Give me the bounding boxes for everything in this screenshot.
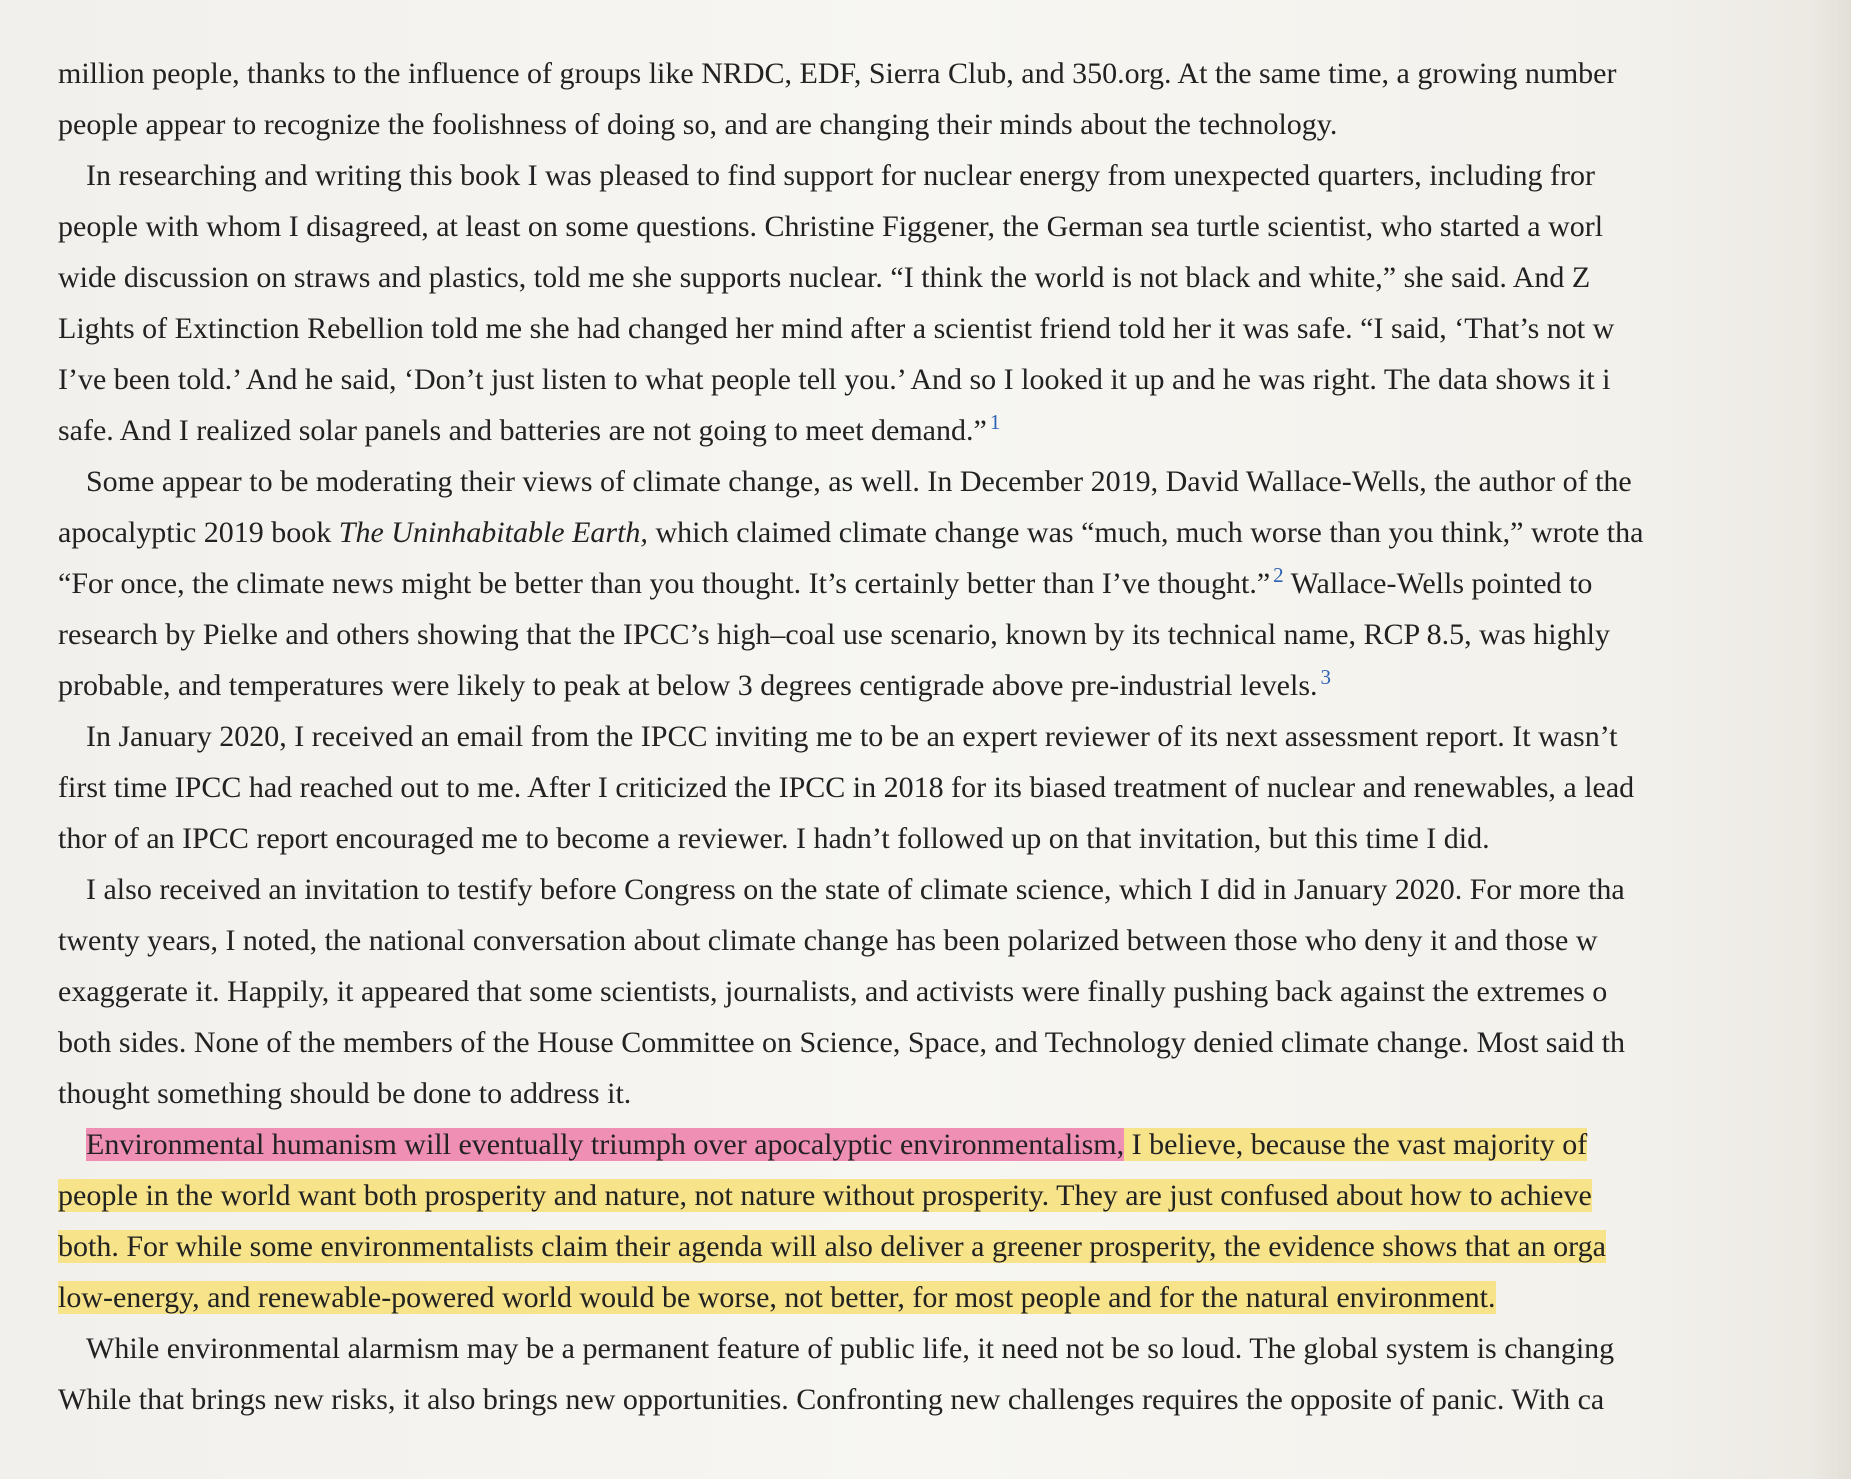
text-line	[58, 915, 1851, 966]
endnote-link[interactable]: 3	[1320, 665, 1331, 689]
yellow-highlight[interactable]: low-energy, and renewable-powered world would be worse, not better, for most people and for the natural environment.	[58, 1281, 1496, 1314]
line-text: safe. And I realized solar panels and batteries are not going to meet demand.”	[58, 414, 987, 447]
book-title: The Uninhabitable Earth,	[338, 516, 648, 549]
line-text: Some appear to be moderating their views of climate change, as well. In December 2019, David Wallace-Wells, the author of the	[86, 465, 1632, 498]
line-text: In researching and writing this book I was pleased to find support for nuclear energy from unexpected quarters, including fror	[86, 159, 1595, 192]
text-line	[58, 201, 1851, 252]
endnote-link[interactable]: 2	[1273, 563, 1284, 587]
text-line	[58, 252, 1851, 303]
pink-highlight[interactable]: Environmental humanism will eventually triumph over apocalyptic environmentalism,	[86, 1128, 1125, 1161]
line-text: Lights of Extinction Rebellion told me she had changed her mind after a scientist friend told her it was safe. “I said, ‘That’s not w	[58, 312, 1615, 345]
paragraph-start	[58, 864, 1851, 915]
line-text: research by Pielke and others showing that the IPCC’s high–coal use scenario, known by its technical name, RCP 8.5, was highly	[58, 618, 1610, 651]
line-text: both sides. None of the members of the House Committee on Science, Space, and Technology denied climate change. Most said th	[58, 1026, 1625, 1059]
line-text: While environmental alarmism may be a permanent feature of public life, it need not be so loud. The global system is changing	[86, 1332, 1615, 1365]
text-line	[58, 660, 1851, 711]
text-line	[58, 48, 1851, 99]
page-text	[58, 48, 1851, 1425]
line-text: twenty years, I noted, the national conversation about climate change has been polarized between those who deny it and those w	[58, 924, 1598, 957]
paragraph-start	[58, 1323, 1851, 1374]
text-line	[58, 813, 1851, 864]
line-text: exaggerate it. Happily, it appeared that some scientists, journalists, and activists were finally pushing back against the extremes o	[58, 975, 1608, 1008]
paragraph-start	[58, 150, 1851, 201]
text-line	[58, 507, 1851, 558]
endnote-link[interactable]: 1	[989, 410, 1001, 434]
text-line	[58, 966, 1851, 1017]
line-text: Wallace-Wells pointed to	[1283, 567, 1593, 600]
text-line	[58, 405, 1851, 456]
text-line	[58, 1374, 1851, 1425]
text-line	[58, 1272, 1851, 1323]
text-line	[58, 1221, 1851, 1272]
line-text: “For once, the climate news might be better than you thought. It’s certainly better than I’ve thought.”	[58, 567, 1271, 600]
line-text: While that brings new risks, it also brings new opportunities. Confronting new challenges requires the opposite of panic. With ca	[58, 1383, 1605, 1416]
line-text: probable, and temperatures were likely to peak at below 3 degrees centigrade above pre-industrial levels.	[58, 669, 1318, 702]
text-line	[58, 303, 1851, 354]
paragraph-start	[58, 1119, 1851, 1170]
line-text: thought something should be done to address it.	[58, 1077, 632, 1110]
page-edge-shadow	[1811, 0, 1851, 1479]
line-text: people appear to recognize the foolishness of doing so, and are changing their minds about the technology.	[58, 108, 1338, 141]
paragraph-start	[58, 711, 1851, 762]
line-text: thor of an IPCC report encouraged me to become a reviewer. I hadn’t followed up on that invitation, but this time I did.	[58, 822, 1490, 855]
yellow-highlight[interactable]: people in the world want both prosperity and nature, not nature without prosperity. They are just confused about how to achieve	[58, 1179, 1592, 1212]
paragraph-start	[58, 456, 1851, 507]
text-line	[58, 762, 1851, 813]
line-text: I also received an invitation to testify before Congress on the state of climate science, which I did in January 2020. For more tha	[86, 873, 1625, 906]
line-text: In January 2020, I received an email from the IPCC inviting me to be an expert reviewer of its next assessment report. It wasn’t	[86, 720, 1618, 753]
line-text: wide discussion on straws and plastics, told me she supports nuclear. “I think the world is not black and white,” she said. And Z	[58, 261, 1591, 294]
line-text: which claimed climate change was “much, much worse than you think,” wrote tha	[647, 516, 1644, 549]
line-text: million people, thanks to the influence of groups like NRDC, EDF, Sierra Club, and 350.org. At the same time, a growing number	[58, 57, 1617, 90]
text-line	[58, 99, 1851, 150]
text-line	[58, 1017, 1851, 1068]
text-line	[58, 354, 1851, 405]
text-line	[58, 1170, 1851, 1221]
line-text: I’ve been told.’ And he said, ‘Don’t just listen to what people tell you.’ And so I looked it up and he was right. The data shows it i	[58, 363, 1611, 396]
yellow-highlight[interactable]: both. For while some environmentalists claim their agenda will also deliver a greener prosperity, the evidence shows that an orga	[58, 1230, 1606, 1263]
line-text: first time IPCC had reached out to me. After I criticized the IPCC in 2018 for its biased treatment of nuclear and renewables, a lead	[58, 771, 1635, 804]
line-text: apocalyptic 2019 book	[58, 516, 339, 549]
text-line	[58, 1068, 1851, 1119]
text-line	[58, 558, 1851, 609]
text-line	[58, 609, 1851, 660]
yellow-highlight[interactable]: I believe, because the vast majority of	[1124, 1128, 1588, 1161]
line-text: people with whom I disagreed, at least on some questions. Christine Figgener, the German sea turtle scientist, who started a worl	[58, 210, 1604, 243]
